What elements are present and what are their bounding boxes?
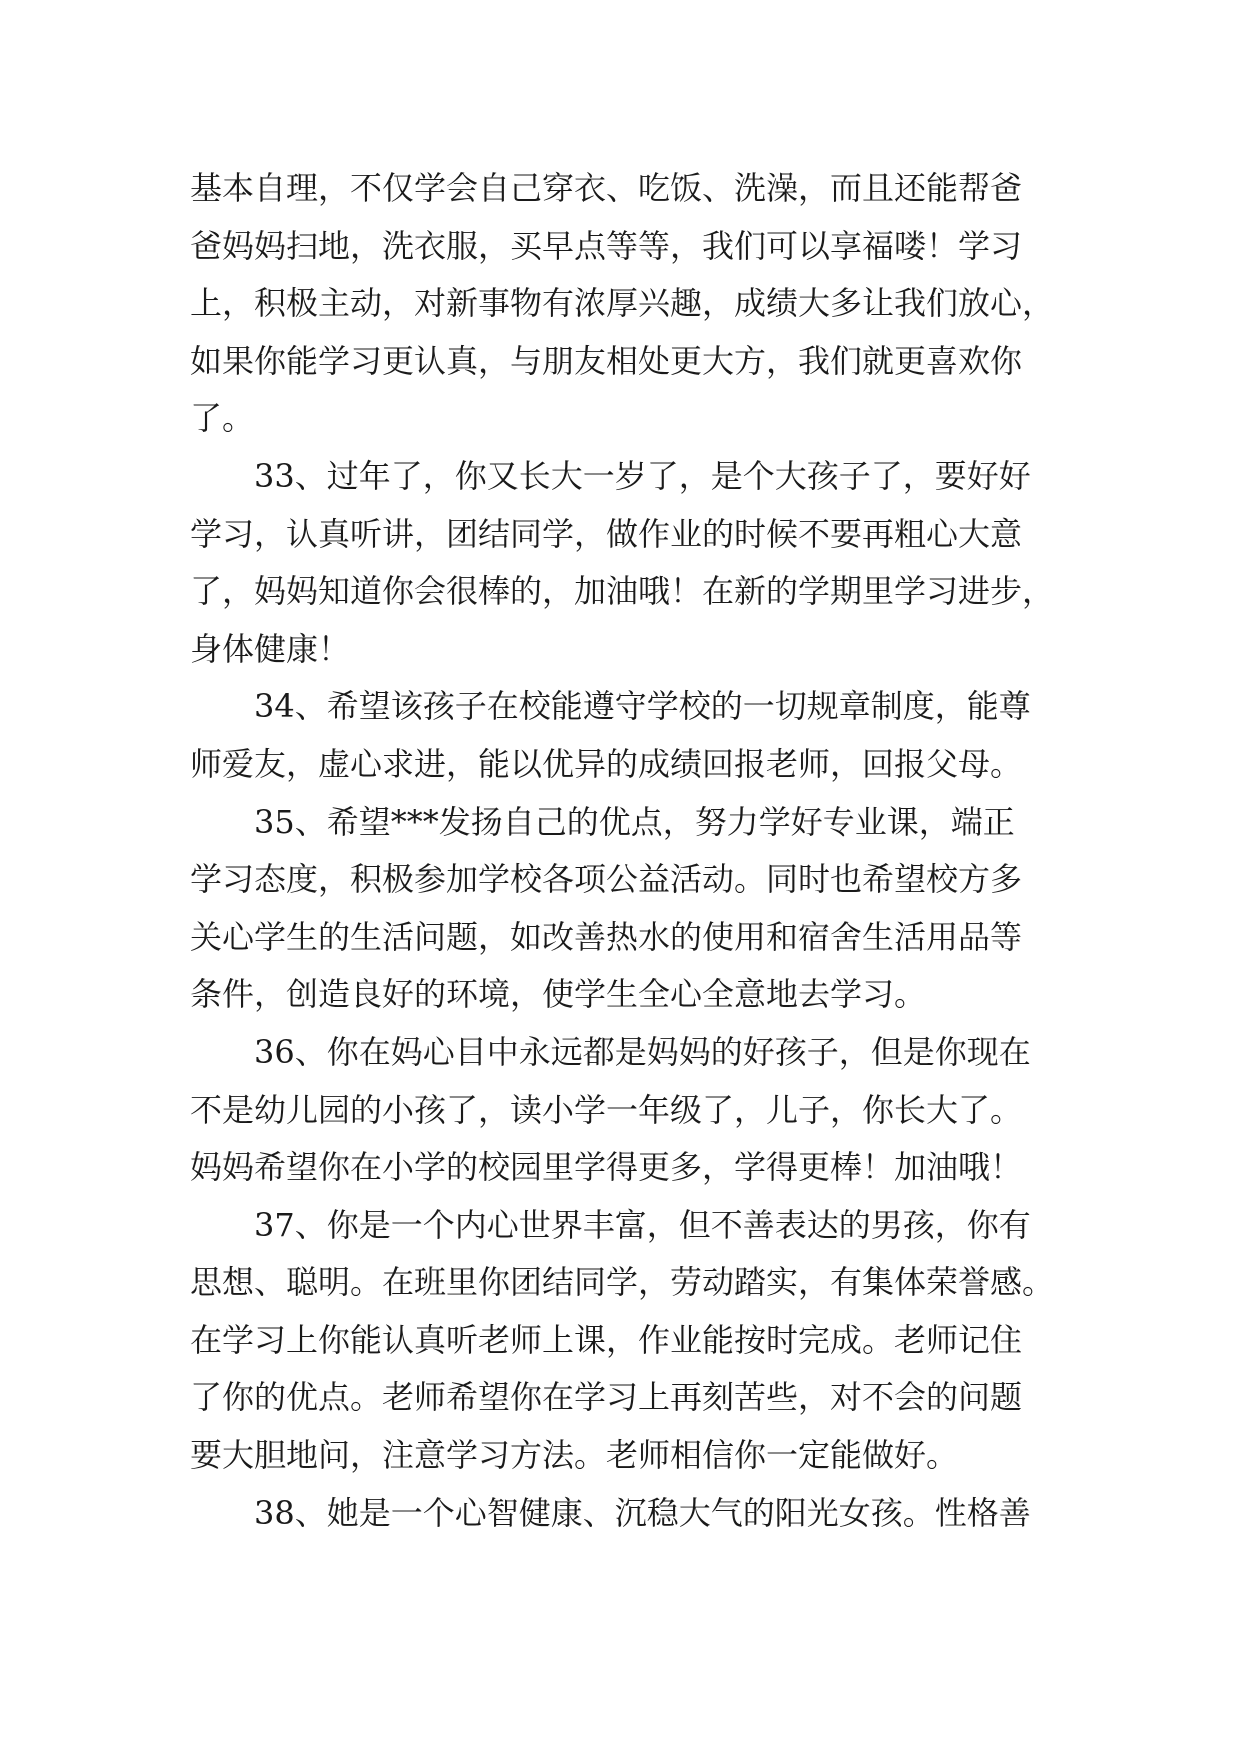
paragraph-35-start: 35、希望***发扬自己的优点，努力学好专业课，端正 [254,802,1015,841]
document-body [190,160,1060,1542]
text-line: 思想、聪明。在班里你团结同学，劳动踏实，有集体荣誉感。 [190,1263,1055,1302]
text-line: 要大胆地问，注意学习方法。老师相信你一定能做好。 [190,1436,959,1475]
text-line: 如果你能学习更认真，与朋友相处更大方，我们就更喜欢你 [190,341,1023,380]
text-line: 妈妈希望你在小学的校园里学得更多，学得更棒！加油哦！ [190,1148,1023,1187]
text-line: 基本自理，不仅学会自己穿衣、吃饭、洗澡，而且还能帮爸 [190,169,1023,207]
text-line: 了。 [190,399,255,438]
text-line: 了你的优点。老师希望你在学习上再刻苦些，对不会的问题 [190,1378,1023,1417]
text-line: 学习，认真听讲，团结同学，做作业的时候不要再粗心大意 [190,514,1023,553]
paragraph-37-start: 37、你是一个内心世界丰富，但不善表达的男孩，你有 [254,1205,1031,1244]
paragraph-36-start: 36、你在妈心目中永远都是妈妈的好孩子，但是你现在 [254,1032,1031,1071]
text-line: 身体健康！ [190,629,351,668]
text-line: 条件，创造良好的环境，使学生全心全意地去学习。 [190,975,927,1014]
text-line: 关心学生的生活问题，如改善热水的使用和宿舍生活用品等 [190,917,1023,956]
paragraph-34-start: 34、希望该孩子在校能遵守学校的一切规章制度，能尊 [254,687,1031,726]
paragraph-33-start: 33、过年了，你又长大一岁了，是个大孩子了，要好好 [254,456,1031,495]
text-line: 上，积极主动，对新事物有浓厚兴趣，成绩大多让我们放心， [190,284,1055,323]
paragraph-38-start: 38、她是一个心智健康、沉稳大气的阳光女孩。性格善 [254,1493,1031,1532]
text-line: 师爱友，虚心求进，能以优异的成绩回报老师，回报父母。 [190,744,1023,783]
text-line: 了，妈妈知道你会很棒的，加油哦！在新的学期里学习进步， [190,572,1055,611]
text-line: 在学习上你能认真听老师上课，作业能按时完成。老师记住 [190,1320,1023,1359]
text-line: 不是幼儿园的小孩了，读小学一年级了，儿子，你长大了。 [190,1090,1023,1129]
text-line: 学习态度，积极参加学校各项公益活动。同时也希望校方多 [190,860,1023,899]
text-line: 爸妈妈扫地，洗衣服，买早点等等，我们可以享福喽！学习 [190,226,1023,265]
